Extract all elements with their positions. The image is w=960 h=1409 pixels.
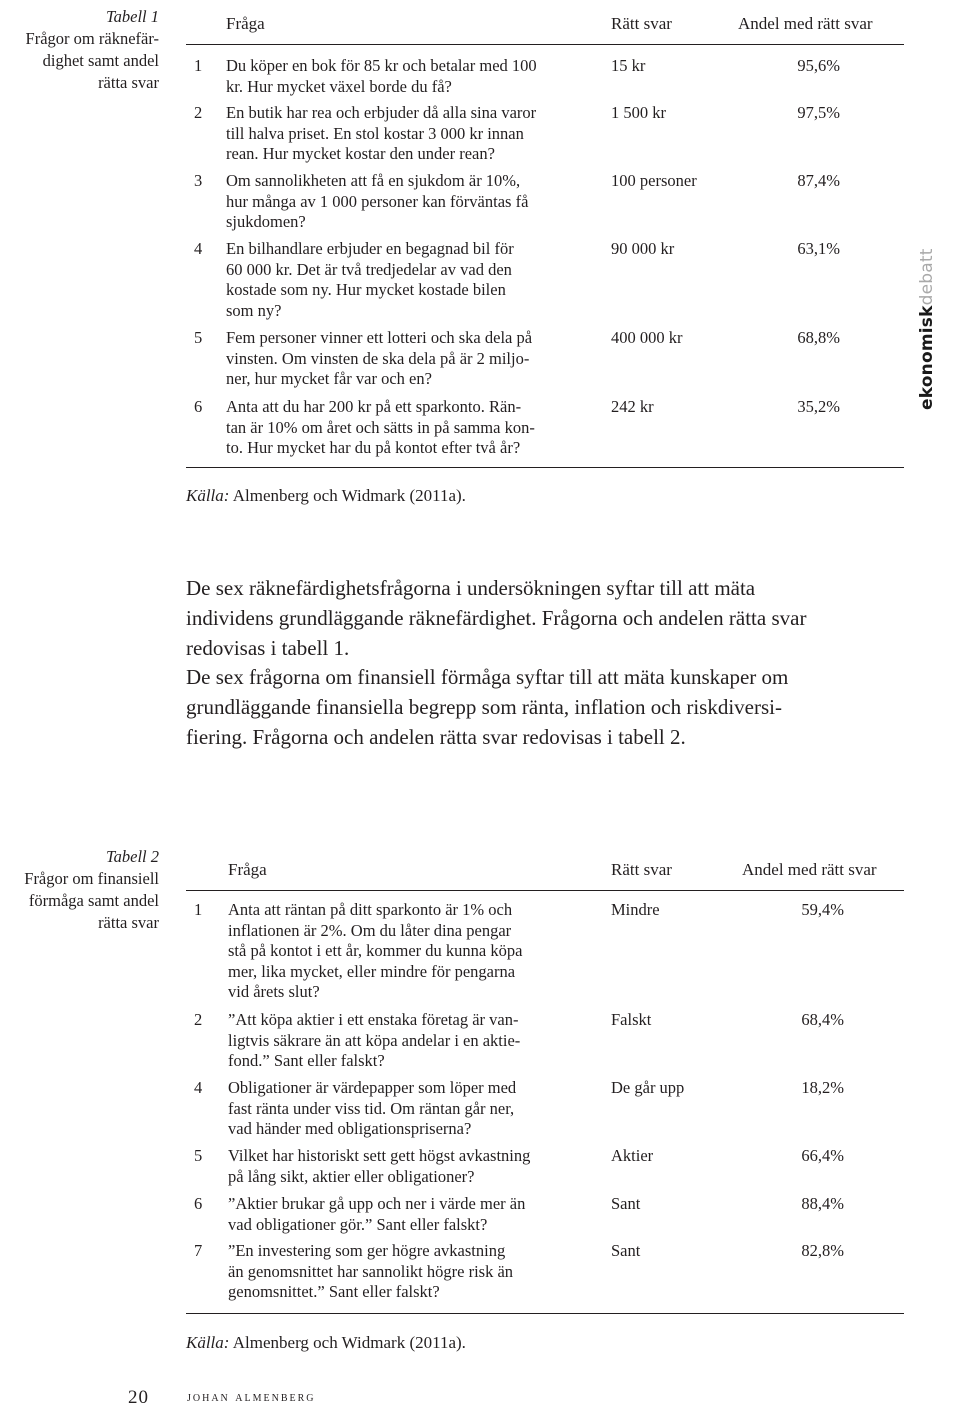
row-question: Anta att räntan på ditt sparkonto är 1% och inflationen är 2%. Om du låter dina pengar stå på kontot i ett år, kommer du kunna köpa mer, lika mycket, eller mindre för pengarna vid årets slut? [228,900,523,1001]
table1-header-share: Andel med rätt svar [738,14,873,33]
body-paragraph-2: De sex frågorna om finansiell förmåga syftar till att mäta kunskaper om grundläggande finansiella begrepp som ränta, inflation och riskdiversi- fiering. Frågorna och andelen rätta svar redovisas i tabell 2. [186,665,789,749]
row-share: 59,4% [801,900,844,919]
row-number: 4 [194,1078,203,1097]
table2-caption-line: Frågor om finansiell [24,869,159,888]
table2-caption-line: rätta svar [98,913,159,932]
row-number: 1 [194,56,203,75]
row-number: 1 [194,900,203,919]
row-question: Obligationer är värdepapper som löper med fast ränta under viss tid. Om räntan går ner, vad händer med obligationspriserna? [228,1078,517,1138]
row-share: 18,2% [801,1078,844,1097]
table2-header-question: Fråga [228,860,267,879]
source-label: Källa: [186,1333,230,1352]
row-answer: Mindre [611,900,660,919]
table1-header-question: Fråga [226,14,265,33]
row-answer: 15 kr [611,56,646,75]
table2-caption [0,846,159,934]
page-number: 20 [128,1387,149,1408]
row-question: Fem personer vinner ett lotteri och ska dela på vinsten. Om vinsten de ska dela på är 2 miljo- ner, hur mycket får var och en? [226,328,533,388]
table2-header-share: Andel med rätt svar [742,860,877,879]
source-text: Almenberg och Widmark (2011a). [229,486,466,505]
row-share: 66,4% [801,1146,844,1165]
row-number: 7 [194,1241,203,1260]
row-share: 95,6% [797,56,840,75]
row-number: 5 [194,328,203,347]
row-share: 88,4% [801,1194,844,1213]
row-number: 2 [194,103,203,122]
row-question: Om sannolikheten att få en sjukdom är 10%, hur många av 1 000 personer kan förväntas få sjukdomen? [226,171,529,231]
table1-caption-line: Frågor om räknefär- [25,29,159,48]
table2-bottom-rule [186,1313,904,1314]
row-share: 87,4% [797,171,840,190]
table1-caption [0,6,159,94]
table1-header-rule [186,44,904,45]
row-question: ”Att köpa aktier i ett enstaka företag är van- ligtvis säkrare än att köpa andelar i en aktie- fond.” Sant eller falskt? [228,1010,521,1070]
table1-bottom-rule [186,467,904,468]
ekonomiskdebatt-logo [917,248,960,455]
row-question: En bilhandlare erbjuder en begagnad bil för 60 000 kr. Det är två tredjedelar av vad den kostade som ny. Hur mycket kostade bilen som ny? [226,239,514,320]
table1-source [186,486,466,506]
row-answer: De går upp [611,1078,685,1097]
table1-caption-line: dighet samt andel [42,51,159,70]
table2-header-answer: Rätt svar [611,860,672,879]
row-question: ”Aktier brukar gå upp och ner i värde mer än vad obligationer gör.” Sant eller falskt? [228,1194,526,1234]
row-number: 5 [194,1146,203,1165]
source-text: Almenberg och Widmark (2011a). [229,1333,466,1352]
row-share: 97,5% [797,103,840,122]
row-question: Anta att du har 200 kr på ett sparkonto. Rän- tan är 10% om året och sätts in på samma kon- to. Hur mycket har du på kontot efter två år? [226,397,535,457]
row-number: 4 [194,239,203,258]
row-question: Vilket har historiskt sett gett högst avkastning på lång sikt, aktier eller obligationer? [228,1146,531,1186]
row-share: 68,4% [801,1010,844,1029]
table2-number: Tabell 2 [105,847,159,866]
row-question: Du köper en bok för 85 kr och betalar med 100 kr. Hur mycket växel borde du få? [226,56,537,96]
table2-source [186,1333,466,1353]
table1-caption-line: rätta svar [98,73,159,92]
table1-header-answer: Rätt svar [611,14,672,33]
logo-part-debatt: debatt [917,248,937,306]
row-answer: Falskt [611,1010,652,1029]
row-number: 3 [194,171,203,190]
running-footer-author: johan almenberg [187,1390,316,1405]
row-share: 63,1% [797,239,840,258]
row-share: 68,8% [797,328,840,347]
row-answer: 400 000 kr [611,328,683,347]
row-share: 35,2% [797,397,840,416]
table2-caption-line: förmåga samt andel [28,891,159,910]
row-number: 6 [194,397,203,416]
row-answer: Aktier [611,1146,654,1165]
row-number: 6 [194,1194,203,1213]
row-answer: 1 500 kr [611,103,666,122]
table2-header-rule [186,890,904,891]
logo-part-ekonomisk: ekonomisk [917,305,937,410]
source-label: Källa: [186,486,230,505]
row-number: 2 [194,1010,203,1029]
table1-number: Tabell 1 [105,7,159,26]
row-answer: 100 personer [611,171,697,190]
row-answer: 242 kr [611,397,654,416]
row-answer: 90 000 kr [611,239,675,258]
row-answer: Sant [611,1241,641,1260]
row-question: En butik har rea och erbjuder då alla sina varor till halva priset. En stol kostar 3 000 kr innan rean. Hur mycket kostar den under rean? [226,103,537,163]
row-share: 82,8% [801,1241,844,1260]
row-answer: Sant [611,1194,641,1213]
row-question: ”En investering som ger högre avkastning än genomsnittet har sannolikt högre risk än genomsnittet.” Sant eller falskt? [228,1241,514,1301]
body-paragraph-1: De sex räknefärdighetsfrågorna i undersökningen syftar till att mäta individens grundläggande räknefärdighet. Frågorna och andelen rätta svar redovisas i tabell 1. [186,576,807,660]
